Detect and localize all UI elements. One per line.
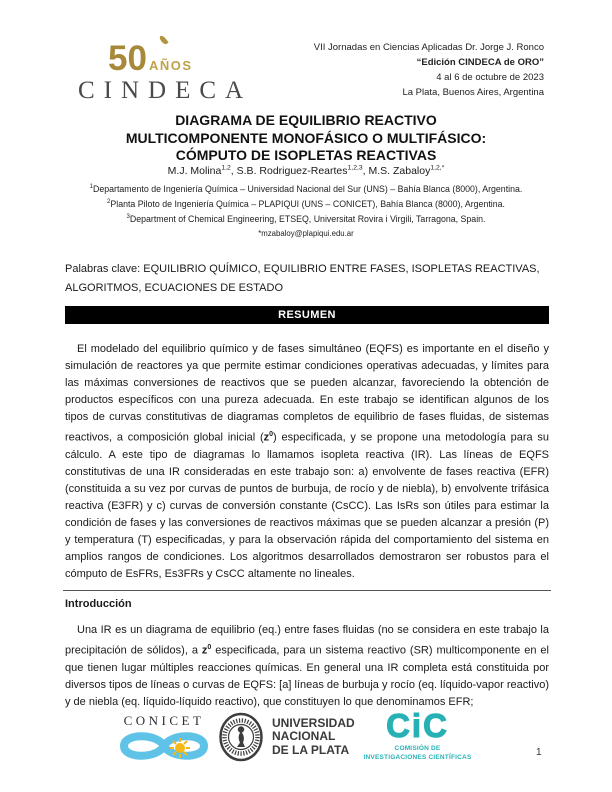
affiliations-block — [0, 181, 612, 241]
logo-years-word: AÑOS — [148, 58, 193, 73]
author-affiliation-sup: 1,2 — [221, 164, 231, 171]
cic-wordmark: CiC — [386, 707, 449, 744]
flame-icon — [158, 35, 168, 46]
contact-email[interactable]: *mzabaloy@plapiqui.edu.ar — [258, 229, 354, 239]
footer-logos — [0, 707, 612, 782]
author-affiliation-sup: 1,2,3 — [347, 164, 363, 171]
event-name: VII Jornadas en Ciencias Aplicadas Dr. Jorge J. Ronco — [313, 42, 544, 53]
conicet-infinity-icon — [114, 729, 214, 763]
resumen-heading-bar: RESUMEN — [65, 306, 549, 324]
affiliation-1: $^1$Departamento de Ingeniería Química – Universidad Nacional del Sur (UNS) – Bahía Blanca (8000), Argentina. — [89, 183, 523, 194]
cindeca-logo — [78, 39, 253, 105]
author: S.B. Rodriguez-Reartes$^{1,2,3}$, — [236, 164, 369, 177]
page-number: 1 — [536, 747, 542, 758]
sun-icon — [175, 743, 185, 753]
keywords-label: Palabras clave: — [65, 263, 144, 275]
authors-line — [0, 164, 612, 177]
z0-symbol: z — [263, 431, 270, 444]
author-affiliation-sup: 1,2,* — [430, 164, 445, 171]
introduction-paragraph: Una IR es un diagrama de equilibrio (eq.) entre fases fluidas (no se considera en este trabajo la precipitación de sólidos), a $z^0$ especificada, para un sistema reactivo (SR) multicomponente en el que tienen lugar múltiples reacciones químicas. En general una IR completa está constituida por diversos tipos de líneas o curvas de EQFS: [a] líneas de burbuja y rocío (eq. líquido-vapor reactivo) y de niebla (eq. líquido-líquido reactivo), que constituyen lo que denominamos EFR; — [65, 624, 549, 708]
section-divider — [63, 590, 551, 591]
author: M.J. Molina$^{1,2}$, — [167, 164, 237, 177]
z0-symbol: z — [201, 644, 208, 657]
title-line-1: DIAGRAMA DE EQUILIBRIO REACTIVO — [175, 112, 437, 128]
event-location: La Plata, Buenos Aires, Argentina — [402, 87, 544, 98]
event-edition: “Edición CINDECA de ORO” — [416, 57, 544, 68]
paper-title — [0, 112, 612, 165]
logo-institute-name: CINDECA — [78, 77, 253, 104]
cic-caption: COMISIÓN DE INVESTIGACIONES CIENTÍFICAS — [363, 745, 472, 761]
conicet-label: CONICET — [123, 713, 205, 728]
affiliation-2: $^2$Planta Piloto de Ingeniería Química – PLAPIQUI (UNS – CONICET), Bahía Blanca (8000), Argentina. — [107, 199, 505, 210]
unlp-name: UNIVERSIDAD NACIONAL DE LA PLATA — [272, 715, 355, 757]
abstract-paragraph: El modelado del equilibrio químico y de fases simultáneo (EQFS) es importante en el diseño y simulación de reactores ya que permite estimar condiciones operativas adecuadas, y límites para las máximas conversiones de reactivos que se pueden alcanzar, favoreciendo la obtención de productos específicos con una pureza adecuada. En este trabajo se identifican algunos de los tipos de curvas constitutivas de diagramas completos de equilibrio de fases fluidas, de sistemas reactivos, a composición global inicial $(z^0)$ especificada, y se propone una metodología para su cálculo. A este tipo de diagramas lo llamamos isopleta reactiva (IR). Las líneas de EQFS constitutivas de una IR consideradas en este trabajo son: a) envolvente de fases reactiva (EFR) (constituida a su vez por curvas de puntos de burbuja, de rocío y de niebla), b) envolvente trifásica reactiva (E3FR) y c) curvas de conversión constante (CsCC). Las IsRs son útiles para estimar la condición de fases y las conversiones de reactivos máximas que se pueden alcanzar a presión (P) y temperatura (T) especificadas, y para la observación rápida del comportamiento del sistema en amplios rangos de condiciones. Los algoritmos desarrollados demostraron ser robustos para el cómputo de EsFRs, Es3FRs y CsCC altamente no lineales. — [65, 343, 549, 580]
keywords-list: EQUILIBRIO QUÍMICO, EQUILIBRIO ENTRE FASES, ISOPLETAS REACTIVAS, ALGORITMOS, ECUACIONES DE ESTADO — [65, 263, 540, 294]
logo-years-number: 50 — [108, 39, 147, 78]
author: M.S. Zabaloy$^{1,2,*}$ — [368, 164, 445, 177]
cindeca-50-anios — [108, 39, 248, 78]
title-line-3: CÓMPUTO DE ISOPLETAS REACTIVAS — [175, 147, 437, 163]
event-dates: 4 al 6 de octubre de 2023 — [436, 72, 544, 83]
conicet-logo — [108, 713, 220, 768]
title-line-2: MULTICOMPONENTE MONOFÁSICO O MULTIFÁSICO: — [125, 129, 487, 146]
unlp-logo — [218, 712, 355, 762]
affiliation-3: $^3$Department of Chemical Engineering, ETSEQ, Universitat Rovira i Virgili, Tarragona, Spain. — [126, 214, 486, 225]
keywords-block — [65, 260, 549, 298]
event-info — [314, 40, 544, 100]
cic-logo — [345, 707, 490, 762]
unlp-seal-icon — [218, 712, 264, 762]
introduction-heading: Introducción — [65, 598, 132, 610]
